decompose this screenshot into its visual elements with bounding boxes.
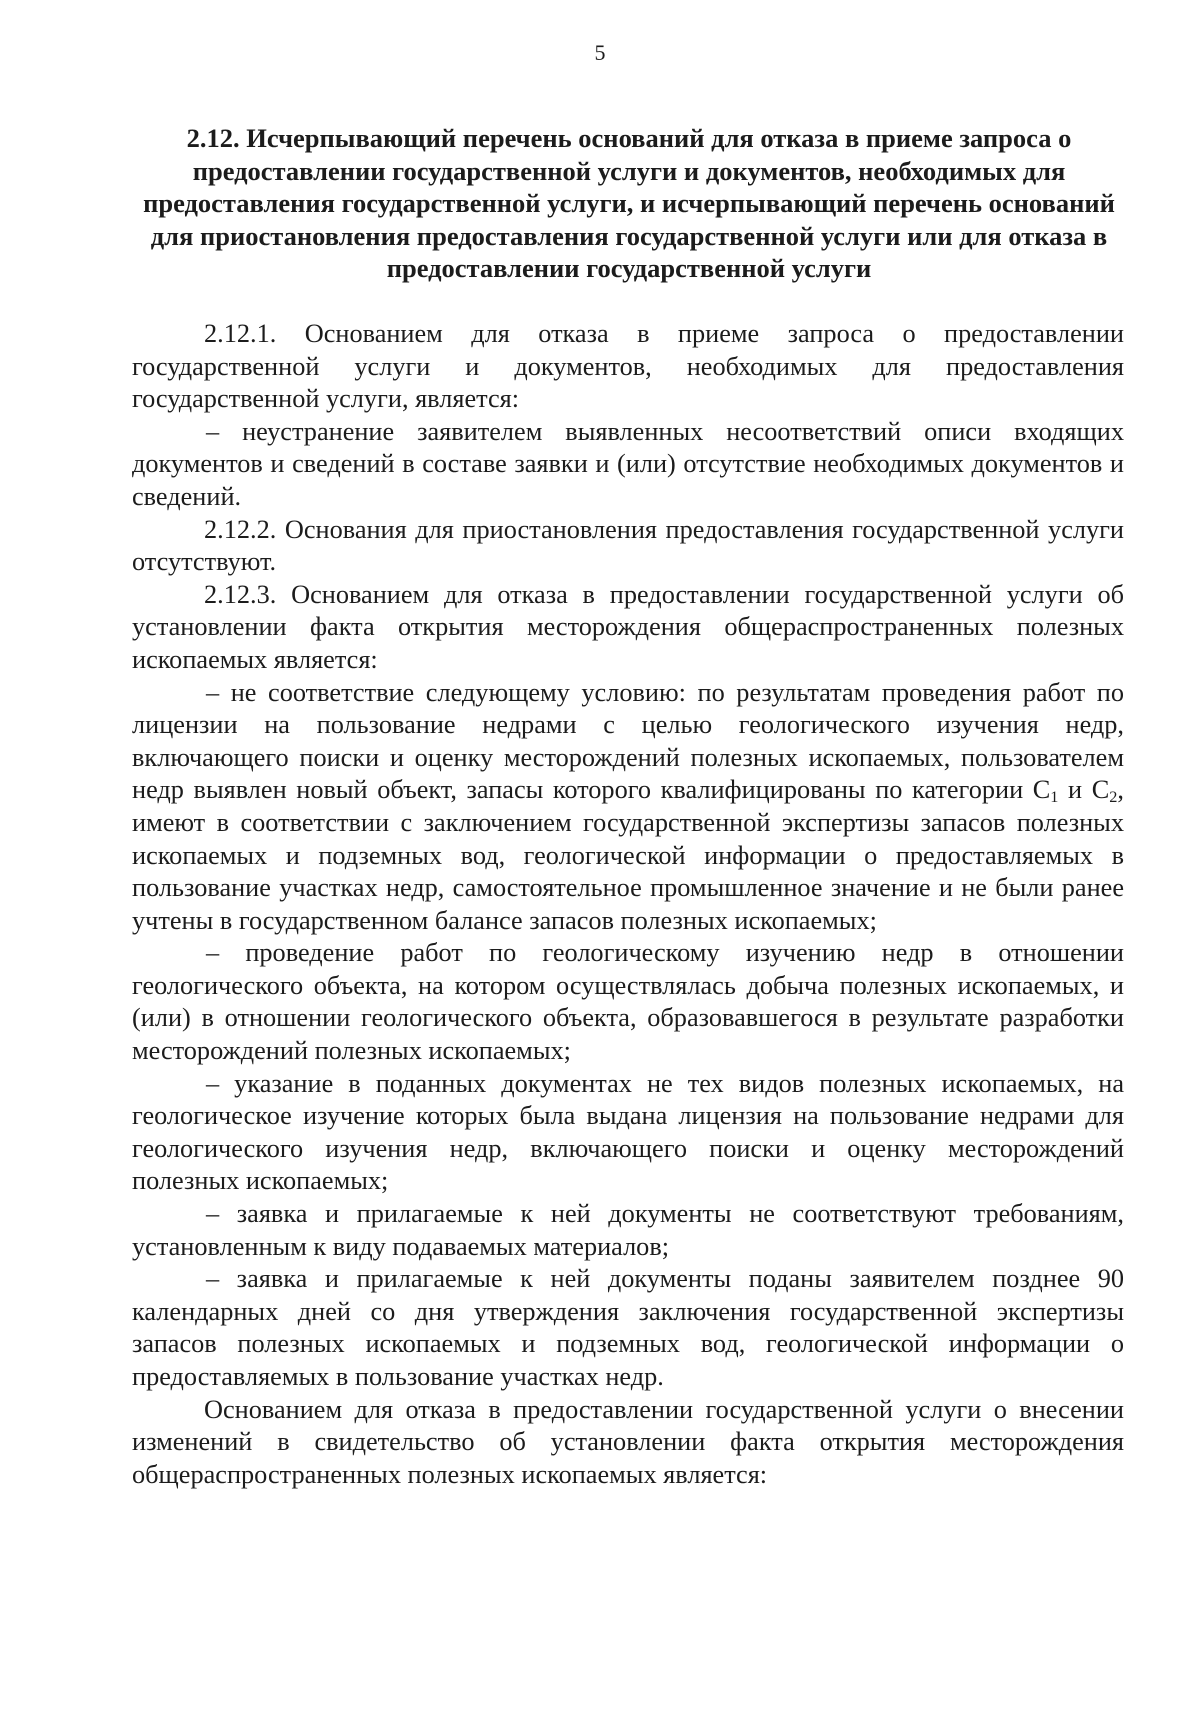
text-segment: – не соответствие следующему условию: по результатам проведения работ по лицензии на пользование недрами с целью геологического изучения недр, включающего поиски и оценку месторождений полезных ископаемых, пользователем недр выявлен новый объект, запасы которого квалифицированы по категории С <box>132 677 1124 805</box>
list-item-wrong-minerals: – указание в поданных документах не тех видов полезных ископаемых, на геологическое изучение которых была выдана лицензия на пользование недрами для геологического изучения недр, включающего поиски и оценку месторождений полезных ископаемых; <box>132 1068 1124 1196</box>
list-item-condition-mismatch <box>132 677 1124 938</box>
list-item-refusal-reason: – неустранение заявителем выявленных несоответствий описи входящих документов и сведений в составе заявки и (или) отсутствие необходимых документов и сведений. <box>132 416 1124 511</box>
list-item-late-submission: – заявка и прилагаемые к ней документы поданы заявителем позднее 90 календарных дней со дня утверждения заключения государственной экспертизы запасов полезных ископаемых и подземных вод, геологической информации о предоставляемых в пользование участках недр. <box>132 1264 1124 1391</box>
paragraph-2-12-2: 2.12.2. Основания для приостановления предоставления государственной услуги отсутствуют. <box>132 514 1124 577</box>
subscript-1: 1 <box>1050 787 1059 807</box>
page-number: 5 <box>594 40 606 65</box>
subscript-2: 2 <box>1109 787 1118 807</box>
paragraph-2-12-3: 2.12.3. Основанием для отказа в предоставлении государственной услуги об установлении факта открытия месторождения общераспространенных полезных ископаемых является: <box>132 579 1124 674</box>
section-heading: 2.12. Исчерпывающий перечень оснований для отказа в приеме запроса о предоставлении государственной услуги и документов, необходимых для предоставления государственной услуги, и исчерпывающий перечень оснований для приостановления предоставления государственной услуги или для отказа в предоставлении государственной услуги <box>143 123 1115 283</box>
list-item-requirements: – заявка и прилагаемые к ней документы не соответствуют требованиям, установленным к виду подаваемых материалов; <box>132 1199 1124 1261</box>
text-segment: , имеют в соответствии с заключением государственной экспертизы запасов полезных ископаемых и подземных вод, геологической информации о предоставляемых в пользование участках недр, самостоятельное промышленное значение и не были ранее учтены в государственном балансе запасов полезных ископаемых; <box>132 775 1124 935</box>
document-body <box>132 318 1124 1491</box>
list-item-geological-work: – проведение работ по геологическому изучению недр в отношении геологического объекта, на котором осуществлялась добыча полезных ископаемых, и (или) в отношении геологического объекта, образовавшегося в результате разработки месторождений полезных ископаемых; <box>132 938 1124 1066</box>
paragraph-2-12-1: 2.12.1. Основанием для отказа в приеме запроса о предоставлении государственной услуги и документов, необходимых для предоставления государственной услуги, является: <box>132 319 1124 414</box>
paragraph-amendment-refusal: Основанием для отказа в предоставлении государственной услуги о внесении изменений в свидетельство об установлении факта открытия месторождения общераспространенных полезных ископаемых является: <box>132 1394 1124 1489</box>
text-segment: и С <box>1058 775 1110 805</box>
